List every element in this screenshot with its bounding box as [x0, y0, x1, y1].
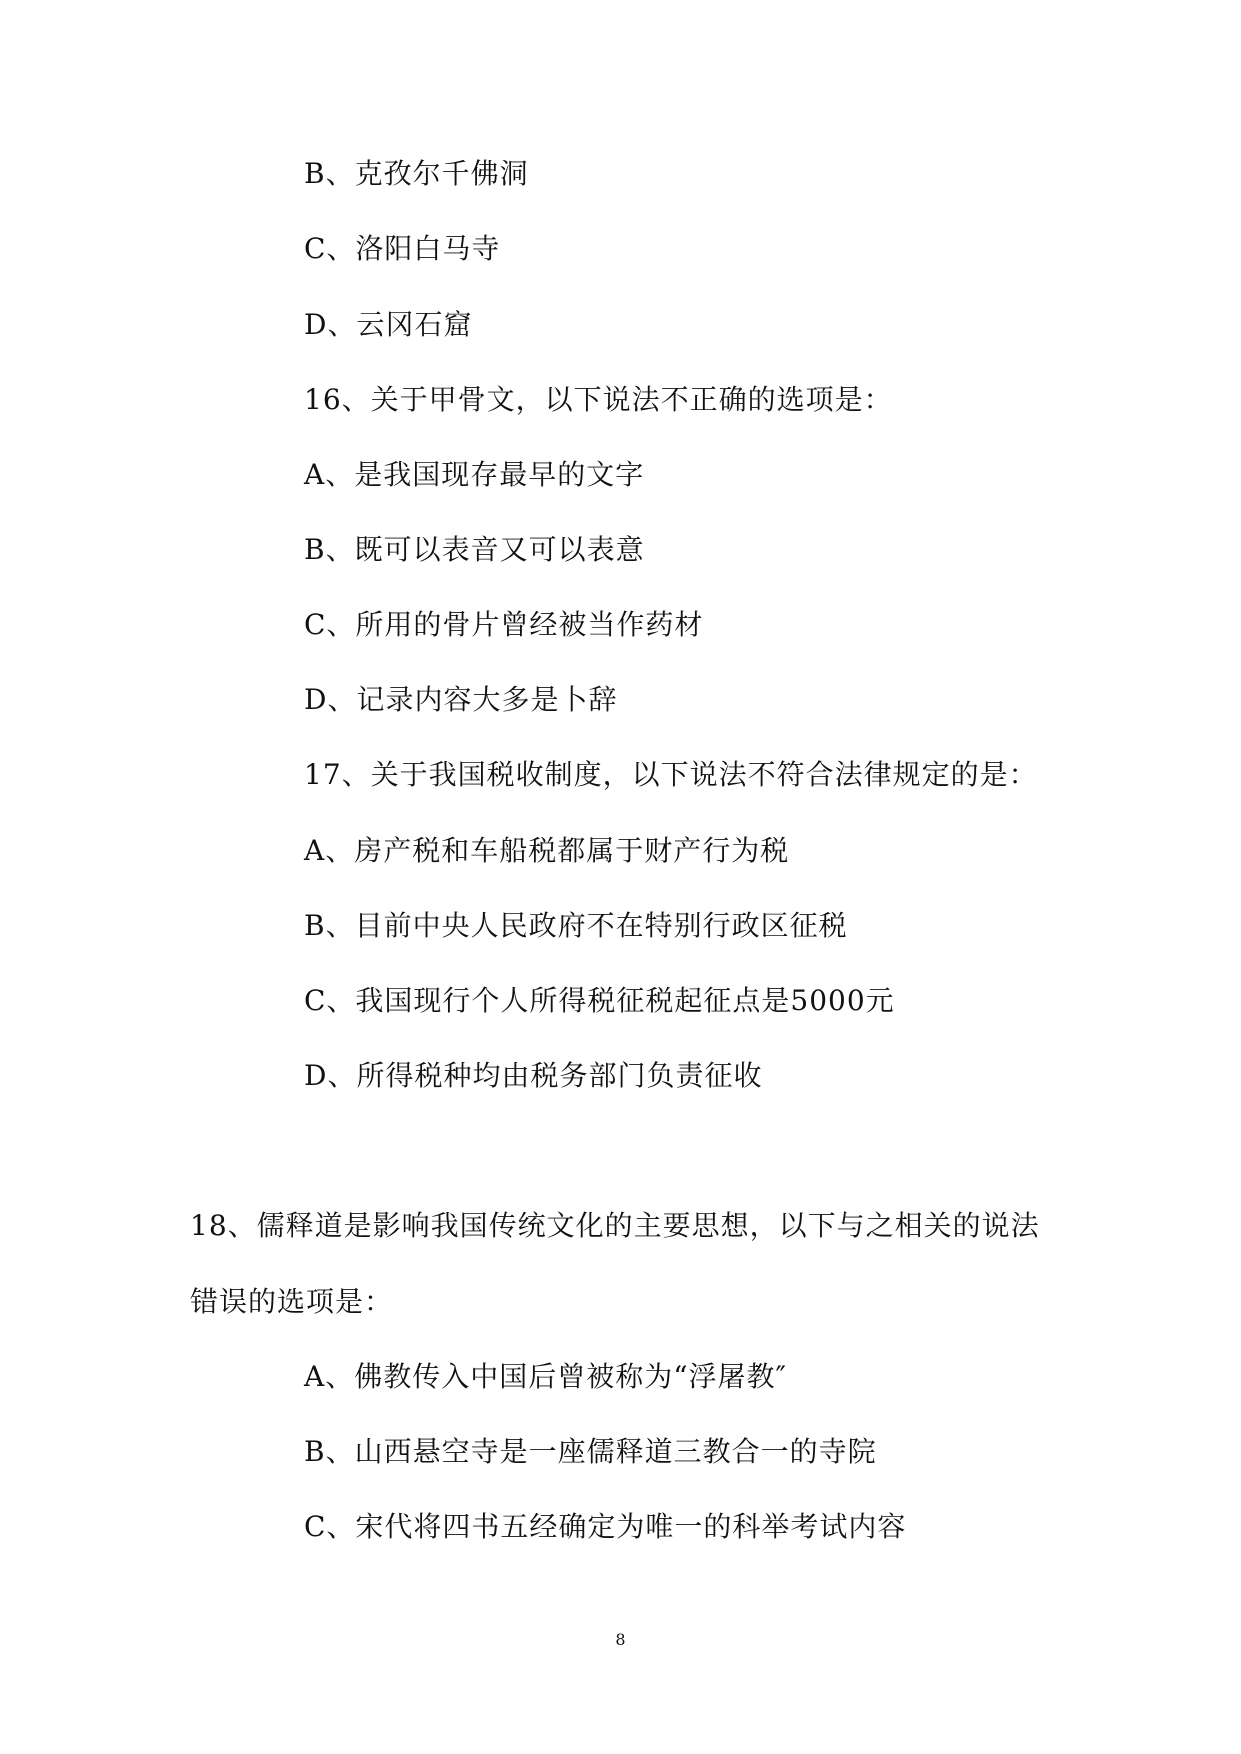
option-line: D、所得税种均由税务部门负责征收 [304, 1059, 763, 1092]
option-line: B、目前中央人民政府不在特别行政区征税 [304, 909, 848, 942]
option-line: B、既可以表音又可以表意 [304, 533, 645, 566]
option-line: D、记录内容大多是卜辞 [304, 683, 618, 716]
option-line: A、佛教传入中国后曾被称为“浮屠教″ [304, 1360, 787, 1393]
option-line: C、宋代将四书五经确定为唯一的科举考试内容 [304, 1510, 907, 1543]
option-line: D、云冈石窟 [304, 308, 473, 341]
question-line-continuation: 错误的选项是： [190, 1285, 394, 1318]
question-line: 17、关于我国税收制度，以下说法不符合法律规定的是： [304, 758, 1038, 791]
option-line: B、克孜尔千佛洞 [304, 157, 529, 190]
page-number: 8 [615, 1630, 626, 1649]
option-line: C、所用的骨片曾经被当作药材 [304, 608, 704, 641]
option-line: B、山西悬空寺是一座儒释道三教合一的寺院 [304, 1435, 877, 1468]
option-line: C、洛阳白马寺 [304, 232, 501, 265]
question-line: 16、关于甲骨文，以下说法不正确的选项是： [304, 383, 893, 416]
option-line: A、房产税和车船税都属于财产行为税 [304, 834, 790, 867]
option-line: A、是我国现存最早的文字 [304, 458, 645, 491]
option-line: C、我国现行个人所得税征税起征点是5000元 [304, 984, 895, 1017]
question-line: 18、儒释道是影响我国传统文化的主要思想，以下与之相关的说法 [190, 1209, 1040, 1242]
